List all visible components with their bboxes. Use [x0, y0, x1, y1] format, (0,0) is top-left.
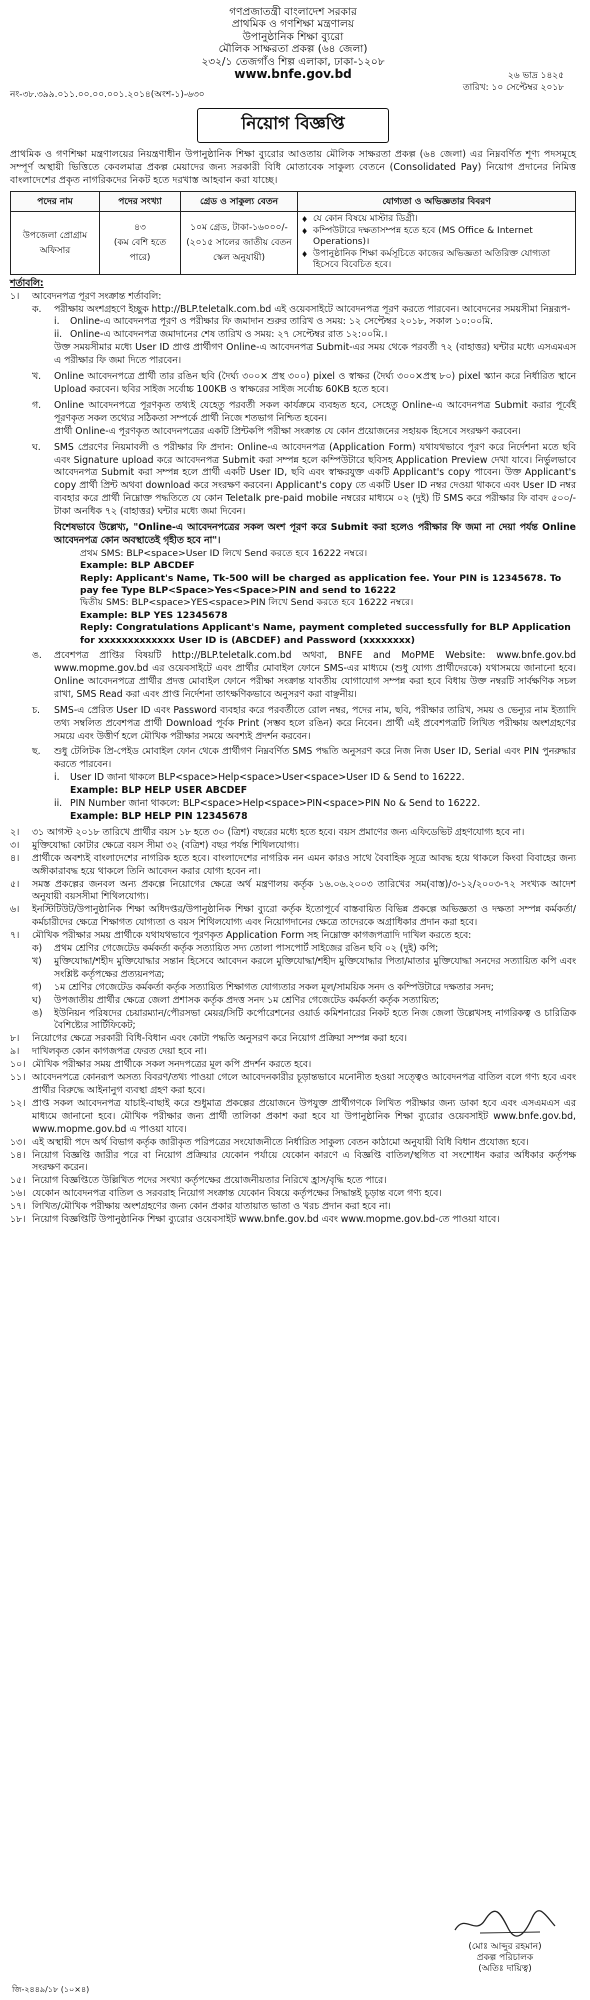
table-row: [11, 212, 576, 275]
term-subitem: ক. পরীক্ষায় অংশগ্রহণে ইচ্ছুক http://BLP.teletalk.com.bd এই ওয়েবসাইটে আবেদনপত্র পূরণ করতে পারবেন। আবেদনের সময়সীমা নিম্নরূপ-: [32, 303, 571, 315]
qualification-cell: [298, 212, 576, 275]
term-subitem: ছ. শুধু টেলিটক প্রি-পেইড মোবাইল ফোন থেকে প্রার্থীগণ নিম্নবর্ণিত SMS পদ্ধতি অনুসরণ করে নিজ নিজ User ID, Serial এবং PIN পুনরুদ্ধার করতে পারবেন।: [32, 746, 576, 771]
term-item: ১৩। এই অস্থায়ী পদে অর্থ বিভাগ কর্তৃক জারীকৃত পরিপত্রের সংযোজনীতে নির্ধারিত সাকুল্য বেতন কাঠামো অনুযায়ী বিধি বিধান প্রযোজ্য হবে।: [10, 1136, 529, 1148]
notice-title: নিয়োগ বিজ্ঞপ্তি: [197, 108, 389, 143]
project-name: মৌলিক সাক্ষরতা প্রকল্প (৬৪ জেলা): [218, 43, 368, 56]
intro-paragraph: প্রাথমিক ও গণশিক্ষা মন্ত্রণালয়ের নিয়ন্ত্রণাধীন উপানুষ্ঠানিক শিক্ষা ব্যুরোর আওতায় মৌলিক সাক্ষরতা প্রকল্প (৬৪ জেলা) এর নিম্নবর্ণিত শূণ্য পদসমূহে সম্পূর্ণ অস্থায়ী ভিত্তিতে কেবলমাত্র প্রকল্প মেয়াদের জন্য সরকারী বিধি মোতাবেক সাকুল্য বেতনে (Consolidated Pay) নিয়োগ প্রদানের নিমিত্ত বাংলাদেশের প্রকৃত নাগরিকদের নিকট হতে দরখাস্ত আহবান করা যাচ্ছে।: [10, 149, 576, 186]
post-name: উপজেলা প্রোগ্রাম অফিসার: [11, 212, 100, 275]
term-subitem: গ. Online আবেদনপত্রে পূরণকৃত তথ্যই যেহেতু পরবর্তী সকল কার্যক্রমে ব্যবহৃত হবে, সেহেতু Online-এ আবেদনপত্র Submit করার পূর্বেই পূরণকৃত সকল তথ্যের সঠিকতা সম্পর্কে প্রার্থী নিজে শতভাগ নিশ্চিত হবেন।: [32, 399, 576, 424]
term-subitem: ক) প্রথম শ্রেণির গেজেটেড কর্মকর্তা কর্তৃক সত্যায়িত সদ্য তোলা পাসপোর্ট সাইজের রঙিন ছবি ০২ (দুই) কপি;: [32, 943, 439, 955]
term-item: ১৭। লিখিত/মৌখিক পরীক্ষায় অংশগ্রহণের জন্য কোন প্রকার যাতায়াত ভাতা ও খরচ প্রদান করা হবে না।: [10, 1201, 391, 1213]
term-item: ২। ৩১ আগস্ট ২০১৮ তারিখে প্রার্থীর বয়স ১৮ হতে ৩০ (ত্রিশ) বছরের মধ্যে হতে হবে। বয়স প্রমাণের জন্য এফিডেভিট গ্রহণযোগ্য হবে না।: [10, 826, 525, 838]
date-english: ১০ সেপ্টেম্বর ২০১৮: [491, 83, 564, 93]
term-item: ৯। দাখিলকৃত কোন কাগজপত্র ফেরত দেয়া হবে না।: [10, 1046, 207, 1058]
recovery-user-id: i. User ID জানা থাকলে BLP<space>Help<space>User<space>User ID & Send to 16222. Example: BLP HELP USER ABCDEF: [54, 772, 465, 797]
term-subitem: চ. SMS-এ প্রেরিত User ID এবং Password ব্যবহার করে পরবর্তীতে রোল নম্বর, পদের নাম, ছবি, পরীক্ষার তারিখ, সময় ও ভেন্যুর নাম ইত্যাদি তথ্য সম্বলিত প্রবেশপত্র প্রার্থী Download পূর্বক Print (সম্ভব হলে রঙিন) করে নিবেন। প্রার্থী এই প্রবেশপত্রটি লিখিত পরীক্ষায় অংশগ্রহণের সময়ে এবং উত্তীর্ণ হলে মৌখিক পরীক্ষার সময়ে অবশ্যই প্রদর্শন করবেন।: [32, 704, 576, 742]
bureau-name: উপানুষ্ঠানিক শিক্ষা ব্যুরো: [242, 30, 344, 43]
date-bangla: ২৬ ভাদ্র ১৪২৫: [507, 71, 564, 81]
recovery-pin: ii. PIN Number জানা থাকলে: BLP<space>Help<space>PIN<space>PIN No & Send to 16222. Example: BLP HELP PIN 12345678: [54, 798, 481, 822]
ministry-name: প্রাথমিক ও গণশিক্ষা মন্ত্রণালয়: [231, 18, 355, 31]
post-count: ৪৩: [134, 223, 146, 234]
signatory-name: (মোঃ আব্দুর রহমান): [468, 1942, 542, 1952]
term-item: ১৪। নিয়োগ বিজ্ঞপ্তি জারীর পরে বা নিয়োগ প্রক্রিয়ার যেকোন পর্যায়ে যেকোন কারণে এ বিজ্ঞপ্তি বাতিল/স্থগিত বা সংশোধন করার অধিকার কর্তৃপক্ষ সংরক্ষণ করেন।: [10, 1149, 576, 1174]
term-item: ৩। মুক্তিযোদ্ধা কোটার ক্ষেত্রে বয়স সীমা ৩২ (বত্রিশ) বছর পর্যন্ত শিথিলযোগ্য।: [10, 839, 300, 851]
col-post-count: পদের সংখ্যা: [100, 192, 181, 212]
post-count-cell: [100, 212, 181, 275]
term-item: ৪। প্রার্থীকে অবশ্যই বাংলাদেশের নাগরিক হতে হবে। বাংলাদেশের নাগরিক নন এমন কারও সাথে বৈবাহিক সূত্রে আবদ্ধ হয়ে থাকলে কিংবা বিবাহের জন্য অঙ্গীকারাবদ্ধ হয়ে থাকলে তিনি আবেদন করার যোগ্য হবেন না।: [10, 852, 576, 877]
term-note: প্রার্থী Online-এ পূরণকৃত আবেদনপত্রের একটি প্রিন্টকপি পরীক্ষা সংক্রান্ত যে কোন প্রয়োজনের সহায়ক হিসেবে সংরক্ষণ করবেন।: [54, 425, 521, 437]
term-subitem: ঘ. SMS প্রেরণের নিয়মাবলী ও পরীক্ষার ফি প্রদান: Online-এ আবেদনপত্র (Application Form) যথাযথভাবে পূরণ করে নির্দেশনা মতে ছবি এবং Signature upload করে আবেদনপত্র Submit করা সম্পন্ন হলে কম্পিউটারে ছবিসহ Application Preview দেখা যাবে। নির্ভুলভাবে আবেদনপত্র Submit করা সম্পন্ন হলে প্রার্থী একটি User ID, ছবি এবং স্বাক্ষরযুক্ত একটি Applicant's copy পাবেন। উক্ত Applicant's copy প্রার্থী প্রিন্ট অথবা download করে সংরক্ষণ করবেন। Applicant's copy তে একটি User ID নম্বর দেওয়া থাকবে এবং User ID নম্বর ব্যবহার করে প্রার্থী নিম্নোক্ত পদ্ধতিতে যে কোন Teletalk pre-paid mobile নম্বরের মাধ্যমে ০২ (দুই) টি SMS করে পরীক্ষার ফি বাবদ ৫০০/- টাকা অনধিক ৭২ (বাহাত্তর) ঘন্টার মধ্যে জমা দিবেন।: [32, 441, 576, 518]
sms-second-reply: Reply: Congratulations Applicant's Name, payment completed successfully for BLP Application for xxxxxxxxxxxxx User ID is (ABCDEF) and Password (xxxxxxxx): [80, 622, 571, 646]
term-item: ১৫। নিয়োগ বিজ্ঞপ্তিতে উল্লিখিত পদের সংখ্যা কর্তৃপক্ষের প্রয়োজনীয়তার নিরিখে হ্রাস/বৃদ্ধি হতে পারে।: [10, 1175, 387, 1187]
terms-heading: শর্তাবলি:: [10, 277, 44, 289]
signature-scribble: [450, 1908, 560, 1938]
qualification-item: ♦ যে কোন বিষয়ে মাস্টার ডিগ্রী।: [311, 214, 572, 226]
signatory-note: (অতিঃ দায়িত্ব): [478, 1964, 532, 1974]
col-post-name: পদের নাম: [11, 192, 100, 212]
term-subitem: গ) ১ম শ্রেণির গেজেটেড কর্মকর্তা কর্তৃক সত্যায়িত শিক্ষাগত যোগ্যতার সকল মূল/সাময়িক সনদ ও কম্পিউটারে দক্ষতার সনদ;: [32, 981, 494, 993]
memo-number: নং-৩৮.৩৯৯.০১১.০০.০০.০০১.২০১৪(অংশ-১)-৬৩০: [10, 90, 205, 101]
date-block: [463, 70, 564, 94]
post-table: [10, 191, 576, 275]
signatory-designation: প্রকল্প পরিচালক: [476, 1953, 534, 1963]
term-item: ১। আবেদনপত্র পূরণ সংক্রান্ত শর্তাবলি:: [10, 290, 162, 302]
sms-first: প্রথম SMS: BLP<space>User ID লিখে Send করতে হবে 16222 নম্বরে।: [80, 547, 368, 559]
grade-salary: ১০ম গ্রেড, টাকা-১৬০০০/- (২০১৫ সালের জাতীয় বেতন স্কেল অনুযায়ী): [181, 212, 298, 275]
term-subitem: খ) মুক্তিযোদ্ধা/শহীদ মুক্তিযোদ্ধার সন্তান হিসেবে আবেদন করলে মুক্তিযোদ্ধা/শহীদ মুক্তিযোদ্ধার পিতা/মাতার মুক্তিযোদ্ধা সনদের সত্যায়িত কপি এবং সংশ্লিষ্ট কর্তৃপক্ষের প্রত্যয়নপত্র;: [32, 955, 576, 980]
qualification-item: ♦ কম্পিউটারে দক্ষতাসম্পন্ন হতে হবে (MS Office & Internet Operations)।: [311, 226, 572, 249]
term-item: ১৬। যেকোন আবেদনপত্র বাতিল ও সরবরাহ নিয়োগ সংক্রান্ত যেকোন বিষয়ে কর্তৃপক্ষের সিদ্ধান্তই চূড়ান্ত বলে গণ্য হবে।: [10, 1188, 442, 1200]
warning-note: বিশেষভাবে উল্লেখ্য, "Online-এ আবেদনপত্রের সকল অংশ পূরণ করে Submit করা হলেও পরীক্ষার ফি জমা না দেয়া পর্যন্ত Online আবেদনপত্র কোন অবস্থাতেই গৃহীত হবে না"।: [54, 522, 576, 546]
date-label: তারিখ:: [462, 83, 489, 93]
term-item: ৮। নিয়োগের ক্ষেত্রে সরকারী বিধি-বিধান এবং কোটা পদ্ধতি অনুসরণ করে নিয়োগ প্রক্রিয়া সম্পন্ন করা হবে।: [10, 1033, 407, 1045]
qualification-list: [301, 214, 572, 272]
sms-first-reply: Reply: Applicant's Name, Tk-500 will be charged as application fee. Your PIN is 12345678. To pay fee Type BLP<Space>Yes<Space>PIN and send to 16222: [80, 572, 562, 597]
post-count-note: (কম বেশি হতে পারে): [113, 238, 167, 264]
print-code: জি-২৪৪৯/১৮ (১০×৪): [12, 1985, 90, 1994]
table-header-row: [11, 192, 576, 212]
term-subsubitem: i. Online-এ আবেদনপত্র পূরণ ও পরীক্ষার ফি জমাদান শুরুর তারিখ ও সময়: ১২ সেপ্টেম্বর ২০১৮, সকাল ১০:০০মি.: [54, 316, 493, 328]
term-subitem: ঘ) উপজাতীয় প্রার্থীর ক্ষেত্রে জেলা প্রশাসক কর্তৃক প্রদত্ত সনদ ১ম শ্রেণির গেজেটেড কর্মকর্তা কর্তৃক সত্যায়িত;: [32, 994, 440, 1006]
sms-instructions: [80, 548, 576, 647]
term-subsubitem: ii. Online-এ আবেদনপত্র জমাদানের শেষ তারিখ ও সময়: ২৭ সেপ্টেম্বর রাত ১২:০০মি.।: [54, 329, 388, 341]
govt-name: গণপ্রজাতন্ত্রী বাংলাদেশ সরকার: [229, 6, 357, 18]
term-item: ১৮। নিয়োগ বিজ্ঞপ্তিটি উপানুষ্ঠানিক শিক্ষা ব্যুরোর ওয়েবসাইট www.bnfe.gov.bd এবং www.mopme.gov.bd-তে পাওয়া যাবে।: [10, 1214, 500, 1226]
term-note: উক্ত সময়সীমার মধ্যে User ID প্রাপ্ত প্রার্থীগণ Online-এ আবেদনপত্র Submit-এর সময় থেকে পরবর্তী ৭২ (বাহাত্তর) ঘন্টার মধ্যে এসএমএস এ পরীক্ষার ফি জমা দিতে পারবেন।: [54, 342, 576, 367]
sms-second-example: Example: BLP YES 12345678: [80, 609, 228, 621]
sms-second: দ্বিতীয় SMS: BLP<space>YES<space>PIN লিখে Send করতে হবে 16222 নম্বরে।: [80, 597, 414, 609]
term-subitem: ঙ. প্রবেশপত্র প্রাপ্তির বিষয়টি http://BLP.teletalk.com.bd অথবা, BNFE and MoPME Website: www.bnfe.gov.bd www.mopme.gov.bd এর ওয়েবসাইটে এবং প্রার্থীর মোবাইল ফোনে SMS-এর মাধ্যমে (শুধু যোগ্য প্রার্থীদেরকে) যথাসময়ে জানানো হবে। Online আবেদনপত্রে প্রার্থীর প্রদত্ত মোবাইল ফোনে পরীক্ষা সংক্রান্ত যাবতীয় যোগাযোগ সম্পন্ন করা হবে বিধায় উক্ত নম্বরটি সার্বক্ষণিক সচল রাখা, SMS Read করা এবং প্রাপ্ত নির্দেশনা তাৎক্ষণিকভাবে অনুসরণ করা বাঞ্ছনীয়।: [32, 650, 576, 700]
sms-first-example: Example: BLP ABCDEF: [80, 560, 195, 572]
term-item: ১১। আবেদনপত্রে কোনরূপ অসত্য বিবরণ/তথ্য পাওয়া গেলে আবেদনকারীর চূড়ান্তভাবে মনোনীত হওয়া সত্ত্বেও আবেদনপত্র বাতিল বলে গণ্য হবে এবং প্রার্থীর বিরুদ্ধে আইনানুগ ব্যবস্থা গ্রহণ করা হবে।: [10, 1072, 576, 1096]
term-item: ৫। সমস্ত প্রকল্পের জনবল অন্য প্রকল্পে নিয়োগের ক্ষেত্রে অর্থ মন্ত্রণালয় কর্তৃক ১৬.০৬.২০০৩ তারিখের সম(বাস্ত)/৩-১২/২০০৩-৭২ সংখ্যক আদেশ অনুযায়ী বয়সসীমা শিথিলযোগ্য।: [10, 878, 576, 903]
term-subitem: খ. Online আবেদনপত্রে প্রার্থী তার রঙিন ছবি (দৈর্ঘ্য ৩০০× প্রস্থ ৩০০) pixel ও স্বাক্ষর (দৈর্ঘ্য ৩০০×প্রস্থ ৮০) pixel স্ক্যান করে নির্ধারিত স্থানে Upload করবেন। ছবির সাইজ সর্বোচ্চ 100KB ও স্বাক্ষরের সাইজ সর্বোচ্চ 60KB হতে হবে।: [32, 371, 576, 395]
office-address: ২৩২/১ তেজগাঁও শিল্প এলাকা, ঢাকা-১২০৮: [201, 55, 385, 68]
term-item: ৭। মৌখিক পরীক্ষার সময় প্রার্থীকে যথাযথভাবে পূরণকৃত Application Form সহ নিম্নোক্ত কাগজপত্রাদি দাখিল করতে হবে:: [10, 930, 472, 942]
col-qualification: যোগ্যতা ও অভিজ্ঞতার বিবরণ: [298, 192, 576, 212]
term-subitem: ঙ) ইউনিয়ন পরিষদের চেয়ারম্যান/পৌরসভা মেয়র/সিটি কর্পোরেশনের ওয়ার্ড কমিশনারের নিকট হতে নিজ জেলা উল্লেখসহ নাগরিকত্ব ও চারিত্রিক বৈশিষ্ট্যের সার্টিফিকেট;: [32, 1007, 576, 1032]
office-website[interactable]: www.bnfe.gov.bd: [234, 67, 352, 82]
term-item: ১০। মৌখিক পরীক্ষার সময় প্রার্থীকে সকল সনদপত্রের মূল কপি প্রদর্শন করতে হবে।: [10, 1059, 312, 1071]
signature-block: [450, 1908, 560, 1975]
term-item: ৬। ইনস্টিটিউট/উপানুষ্ঠানিক শিক্ষা অধিদপ্তর/উপানুষ্ঠানিক শিক্ষা ব্যুরো কর্তৃক ইতোপূর্বে বাস্তবায়িত বিভিন্ন প্রকল্পে অভিজ্ঞতা ও দক্ষতা সম্পন্ন কর্মকর্তা/কর্মচারীদের ক্ষেত্রে শিক্ষাগত যোগ্যতা ও বয়স শিথিলযোগ্য এবং নিয়োগদানের ক্ষেত্রে তাদেরকে অগ্রাধিকার প্রদান করা হবে।: [10, 904, 576, 929]
term-item: ১২। প্রাপ্ত সকল আবেদনপত্র যাচাই-বাছাই করে শুধুমাত্র প্রকল্পের প্রয়োজনে উপযুক্ত প্রার্থীগণকে লিখিত পরীক্ষার জন্য ডাকা হবে এবং এসএমএস এর মাধ্যমে জানানো হবে। মৌখিক পরীক্ষার জন্য প্রার্থী তালিকা প্রকাশ করা হবে যা উপানুষ্ঠানিক শিক্ষা ব্যুরোর ওয়েবসাইট www.bnfe.gov.bd, www.mopme.gov.bd এ পাওয়া যাবে।: [10, 1097, 576, 1135]
col-grade-salary: গ্রেড ও সাকুল্য বেতন: [181, 192, 298, 212]
terms-section: [10, 278, 576, 1227]
qualification-item: ♦ উপানুষ্ঠানিক শিক্ষা কর্মসূচিতে কাজের অভিজ্ঞতা অতিরিক্ত যোগ্যতা হিসেবে বিবেচিত হবে।: [311, 249, 572, 272]
